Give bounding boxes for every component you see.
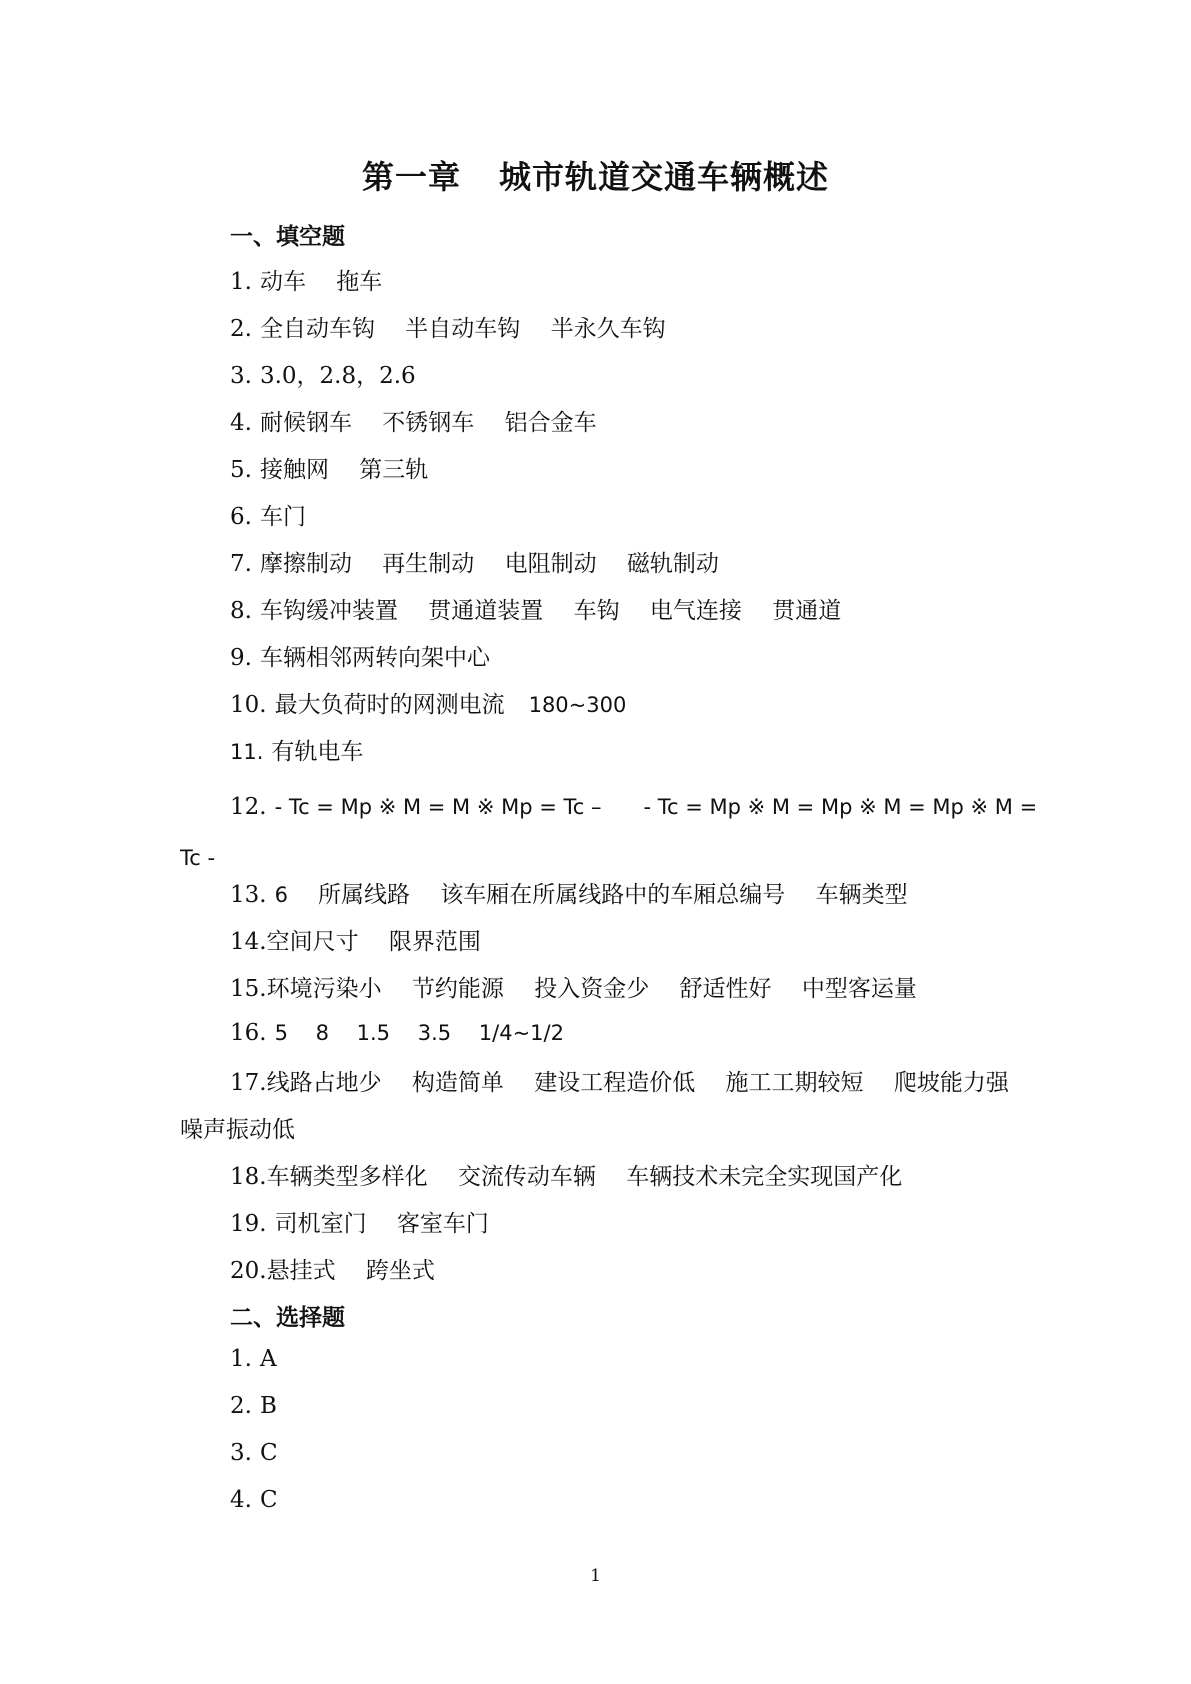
answer-line: 1. A — [230, 1346, 277, 1372]
answer-line: 4. 耐候钢车 不锈钢车 铝合金车 — [230, 410, 597, 436]
answer-line: 16. 5 8 1.5 3.5 1/4~1/2 — [230, 1020, 564, 1046]
answer-line: 4. C — [230, 1487, 278, 1513]
answer-line: 17.线路占地少 构造简单 建设工程造价低 施工工期较短 爬坡能力强 — [230, 1070, 1009, 1096]
answer-line: 9. 车辆相邻两转向架中心 — [230, 645, 490, 671]
answer-line: 8. 车钩缓冲装置 贯通道装置 车钩 电气连接 贯通道 — [230, 598, 842, 624]
chapter-name: 城市轨道交通车辆概述 — [499, 158, 830, 196]
answer-line: 6. 车门 — [230, 504, 306, 530]
chapter-number: 第一章 — [361, 158, 461, 196]
answer-line: 7. 摩擦制动 再生制动 电阻制动 磁轨制动 — [230, 551, 719, 577]
answer-line: 2. B — [230, 1393, 277, 1419]
answer-line: 12. - Tc = Mp ※ M = M ※ Mp = Tc – - Tc = Mp ※ M = Mp ※ M = Mp ※ M = — [230, 794, 1038, 820]
answer-line-continuation: Tc - — [180, 846, 216, 870]
answer-line: 3. C — [230, 1440, 278, 1466]
answer-line: 10. 最大负荷时的网测电流 180~300 — [230, 692, 627, 718]
answer-line: 5. 接触网 第三轨 — [230, 457, 429, 483]
section-heading-choice: 二、选择题 — [230, 1305, 345, 1331]
answer-line: 1. 动车 拖车 — [230, 269, 383, 295]
answer-line: 20.悬挂式 跨坐式 — [230, 1258, 435, 1284]
answer-line: 3. 3.0，2.8，2.6 — [230, 363, 416, 389]
answer-line: 2. 全自动车钩 半自动车钩 半永久车钩 — [230, 316, 666, 342]
answer-line: 13. 6 所属线路 该车厢在所属线路中的车厢总编号 车辆类型 — [230, 882, 908, 908]
answer-line-continuation: 噪声振动低 — [180, 1117, 295, 1143]
answer-line: 11. 有轨电车 — [230, 739, 364, 765]
page-number: 1 — [590, 1566, 601, 1586]
answer-line: 15.环境污染小 节约能源 投入资金少 舒适性好 中型客运量 — [230, 976, 917, 1002]
answer-line: 18.车辆类型多样化 交流传动车辆 车辆技术未完全实现国产化 — [230, 1164, 903, 1190]
answer-line: 14.空间尺寸 限界范围 — [230, 929, 481, 955]
answer-line: 19. 司机室门 客室车门 — [230, 1211, 489, 1237]
chapter-title — [0, 152, 1191, 198]
section-heading-fill-in: 一、填空题 — [230, 224, 345, 250]
